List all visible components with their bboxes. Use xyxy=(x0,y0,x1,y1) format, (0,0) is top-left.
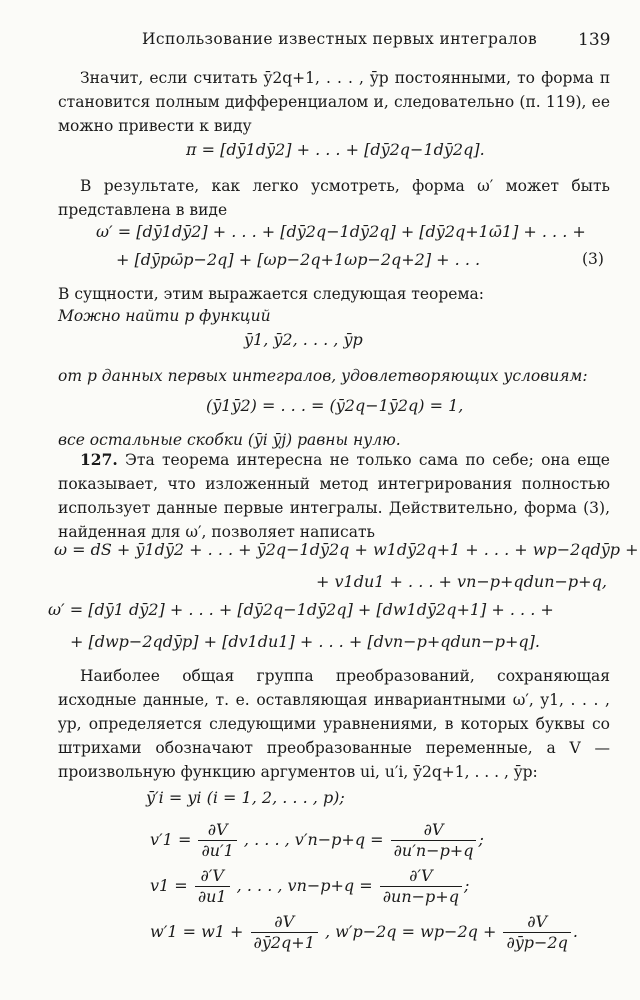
theorem-line-2: от p данных первых интегралов, удовлетворяющих условиям: xyxy=(58,367,588,385)
running-header xyxy=(0,30,640,54)
fraction: $\frac{\partial V}{\partial u'1}$ xyxy=(198,820,236,861)
section-number: 127. xyxy=(80,450,118,469)
paragraph-127 xyxy=(58,448,610,544)
equation-3-line-2: + [dȳpω̄p−2q] + [ωp−2q+1ωp−2q+2] + . . . xyxy=(116,250,481,269)
theorem-functions: ȳ1, ȳ2, . . . , ȳp xyxy=(244,330,363,349)
paragraph-5: Наиболее общая группа преобразований, сохраняющая исходные данные, т. е. оставляющая инвариантными ω′, y1, . . . , yp, определяется следующими уравнениями, в которых буквы со штрихами обозначают преобразованные переменные, а V — произвольную функцию аргументов ui, u′i, ȳ2q+1, . . . , ȳp: xyxy=(58,667,610,781)
equation-pi: π = [dȳ1dȳ2] + . . . + [dȳ2q−1dȳ2q]. xyxy=(186,140,485,159)
system-eq-1: ȳ′i = yi (i = 1, 2, . . . , p); xyxy=(146,788,345,807)
equation-omega-line-1: ω = dS + ȳ1dȳ2 + . . . + ȳ2q−1dȳ2q + w1dȳ2q+1 + . . . + wp−2qdȳp + xyxy=(54,540,639,559)
equation-number-3: (3) xyxy=(582,250,604,268)
equation-omega-prime-line-1: ω′ = [dȳ1 dȳ2] + . . . + [dȳ2q−1dȳ2q] + [dw1dȳ2q+1] + . . . + xyxy=(48,600,554,619)
theorem-line-1: Можно найти p функций xyxy=(58,307,271,325)
fraction: $\frac{\partial'V}{\partial u1}$ xyxy=(195,866,230,907)
equation-3-line-1: ω′ = [dȳ1dȳ2] + . . . + [dȳ2q−1dȳ2q] + [dȳ2q+1ω̄1] + . . . + xyxy=(96,222,586,241)
fraction: $\frac{\partial'V}{\partial un-p+q}$ xyxy=(380,866,462,907)
header-title: Использование известных первых интегралов xyxy=(142,30,538,48)
fraction: $\frac{\partial V}{\partial u'n-p+q}$ xyxy=(391,820,477,861)
paragraph-2: В результате, как легко усмотреть, форма ω′ может быть представлена в виде xyxy=(58,177,610,219)
system-eq-3: v1 = $\frac{\partial'V}{\partial u1}$ , . . . , vn−p+q = $\frac{\partial'V}{\partial un-p+q}$ ; xyxy=(150,866,470,906)
paragraph-3: В сущности, этим выражается следующая теорема: xyxy=(58,285,484,303)
equation-omega-prime-line-2: + [dwp−2qdȳp] + [dv1du1] + . . . + [dvn−p+qdun−p+q]. xyxy=(70,632,540,651)
system-eq-4: w′1 = w1 + $\frac{\partial V}{\partial ȳ2q+1}$ , w′p−2q = wp−2q + $\frac{\partial V}{\partial ȳp-2q}$ . xyxy=(150,912,578,952)
fraction: $\frac{\partial V}{\partial ȳp-2q}$ xyxy=(503,912,570,953)
theorem-line-3: все остальные скобки (ȳi ȳj) равны нулю. xyxy=(58,431,401,449)
page-number: 139 xyxy=(578,30,611,50)
theorem-condition: (ȳ1ȳ2) = . . . = (ȳ2q−1ȳ2q) = 1, xyxy=(206,396,464,415)
paragraph-1: Значит, если считать ȳ2q+1, . . . , ȳp постоянными, то форма π становится полным дифференциалом и, следовательно (п. 119), ее можно привести к виду xyxy=(58,69,610,135)
system-eq-2: v′1 = $\frac{\partial V}{\partial u'1}$ , . . . , v′n−p+q = $\frac{\partial V}{\partial u'n-p+q}$ ; xyxy=(150,820,484,860)
equation-omega-line-2: + v1du1 + . . . + vn−p+qdun−p+q, xyxy=(316,572,607,591)
fraction: $\frac{\partial V}{\partial ȳ2q+1}$ xyxy=(251,912,318,953)
paragraph-127-text: Эта теорема интересна не только сама по себе; она еще показывает, что изложенный метод интегрирования полностью использует данные первые интегралы. Действительно, форма (3), найденная для ω′, позволяет написать xyxy=(58,451,610,541)
